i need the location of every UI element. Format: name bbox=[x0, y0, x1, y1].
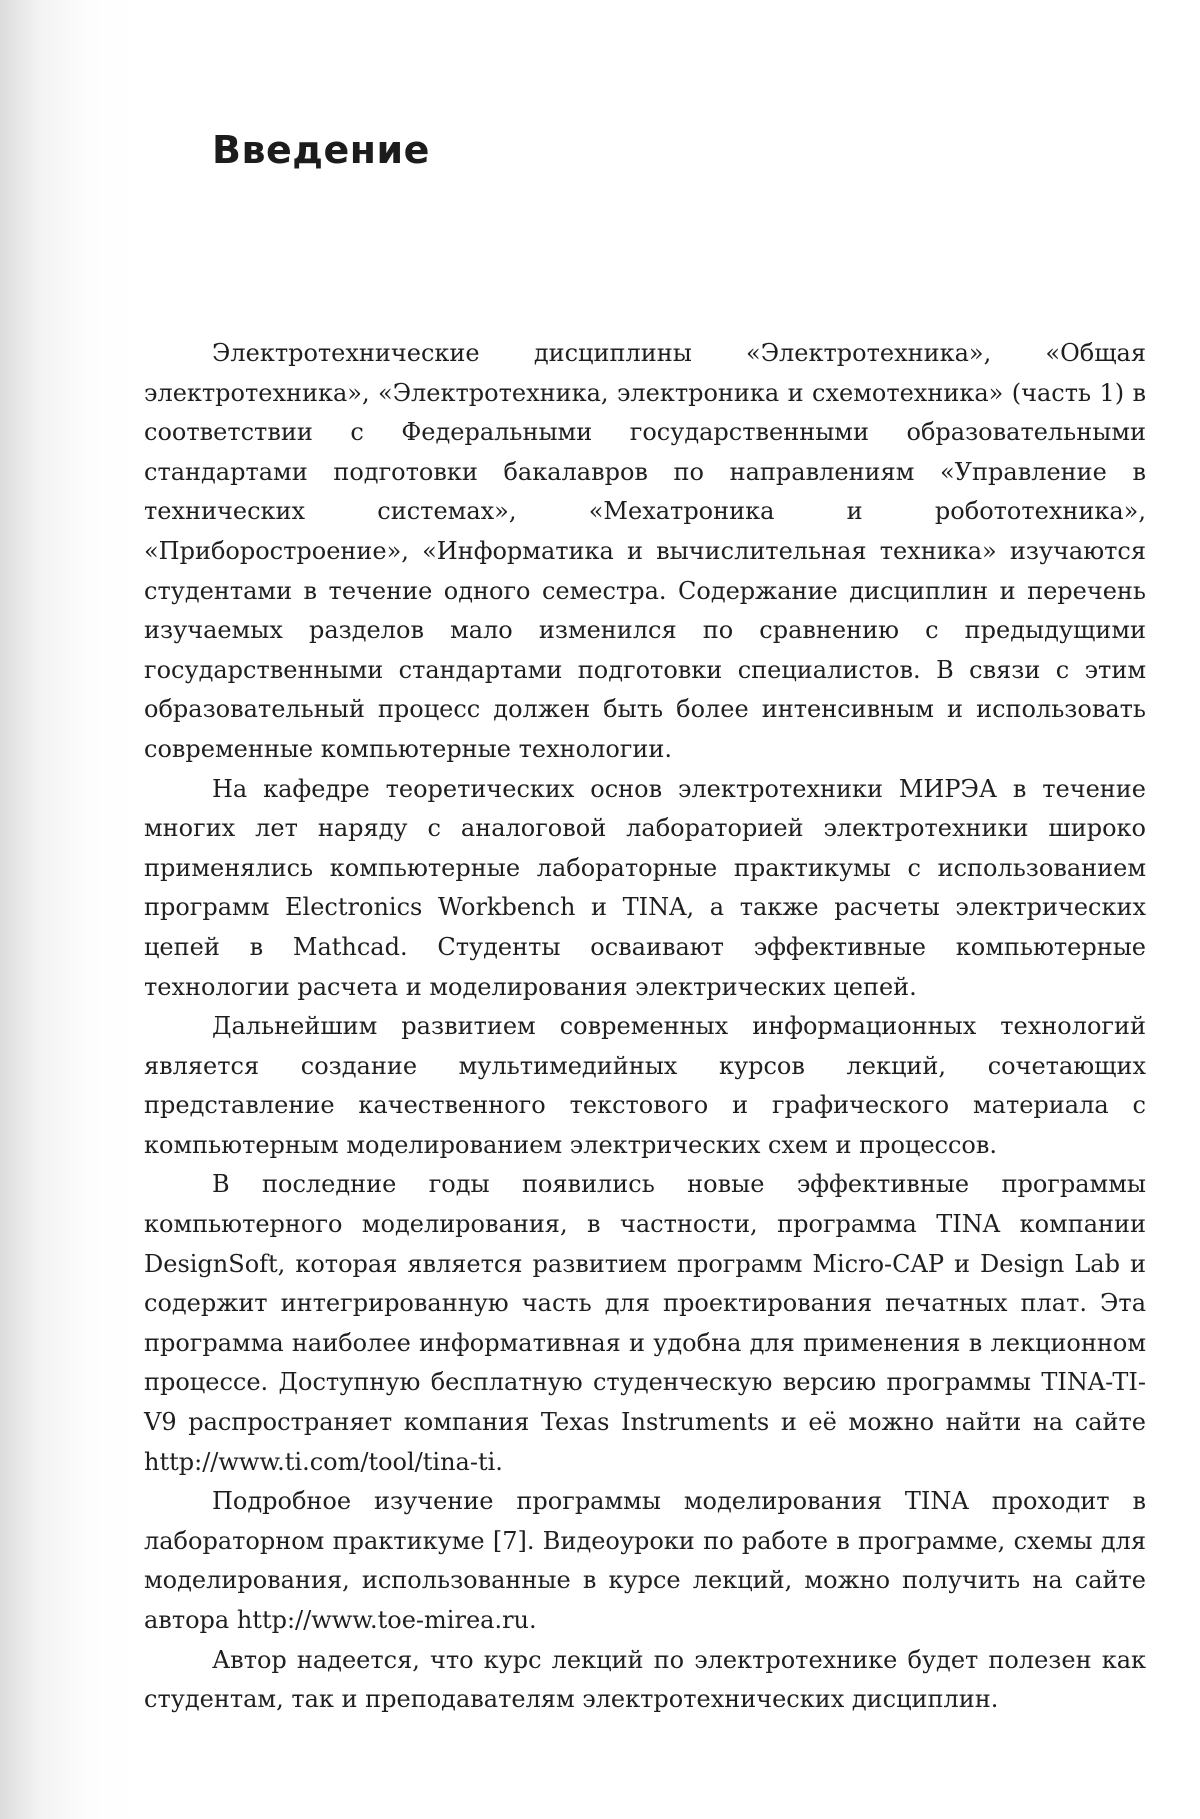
paragraph: Дальнейшим развитием современных информационных технологий является создание мультимедийных курсов лекций, сочетающих представление качественного текстового и графического материала с компьютерным моделированием электрических схем и процессов. bbox=[144, 1007, 1146, 1165]
body-text bbox=[144, 334, 1146, 1720]
paragraph: В последние годы появились новые эффективные программы компьютерного моделирования, в частности, программа TINA компании DesignSoft, которая является развитием программ Micro-CAP и Design Lab и содержит интегрированную часть для проектирования печатных плат. Эта программа наиболее информативная и удобна для применения в лекционном процессе. Доступную бесплатную студенческую версию программы TINA-TI-V9 распространяет компания Texas Instruments и её можно найти на сайте http://www.ti.com/tool/tina-ti. bbox=[144, 1165, 1146, 1482]
paragraph: На кафедре теоретических основ электротехники МИРЭА в течение многих лет наряду с аналоговой лабораторией электротехники широко применялись компьютерные лабораторные практикумы с использованием программ Electronics Workbench и TINA, а также расчеты электрических цепей в Mathcad. Студенты осваивают эффективные компьютерные технологии расчета и моделирования электрических цепей. bbox=[144, 770, 1146, 1008]
paragraph: Электротехнические дисциплины «Электротехника», «Общая электротехника», «Электротехника, электроника и схемотехника» (часть 1) в соответствии с Федеральными государственными образовательными стандартами подготовки бакалавров по направлениям «Управление в технических системах», «Мехатроника и робототехника», «Приборостроение», «Информатика и вычислительная техника» изучаются студентами в течение одного семестра. Содержание дисциплин и перечень изучаемых разделов мало изменился по сравнению с предыдущими государственными стандартами подготовки специалистов. В связи с этим образовательный процесс должен быть более интенсивным и использовать современные компьютерные технологии. bbox=[144, 334, 1146, 770]
chapter-title: Введение bbox=[212, 128, 430, 172]
document-page bbox=[0, 0, 1200, 1819]
paragraph: Автор надеется, что курс лекций по электротехнике будет полезен как студентам, так и преподавателям электротехнических дисциплин. bbox=[144, 1641, 1146, 1720]
paragraph: Подробное изучение программы моделирования TINA проходит в лабораторном практикуме [7]. Видеоуроки по работе в программе, схемы для моделирования, использованные в курсе лекций, можно получить на сайте автора http://www.toe-mirea.ru. bbox=[144, 1482, 1146, 1640]
